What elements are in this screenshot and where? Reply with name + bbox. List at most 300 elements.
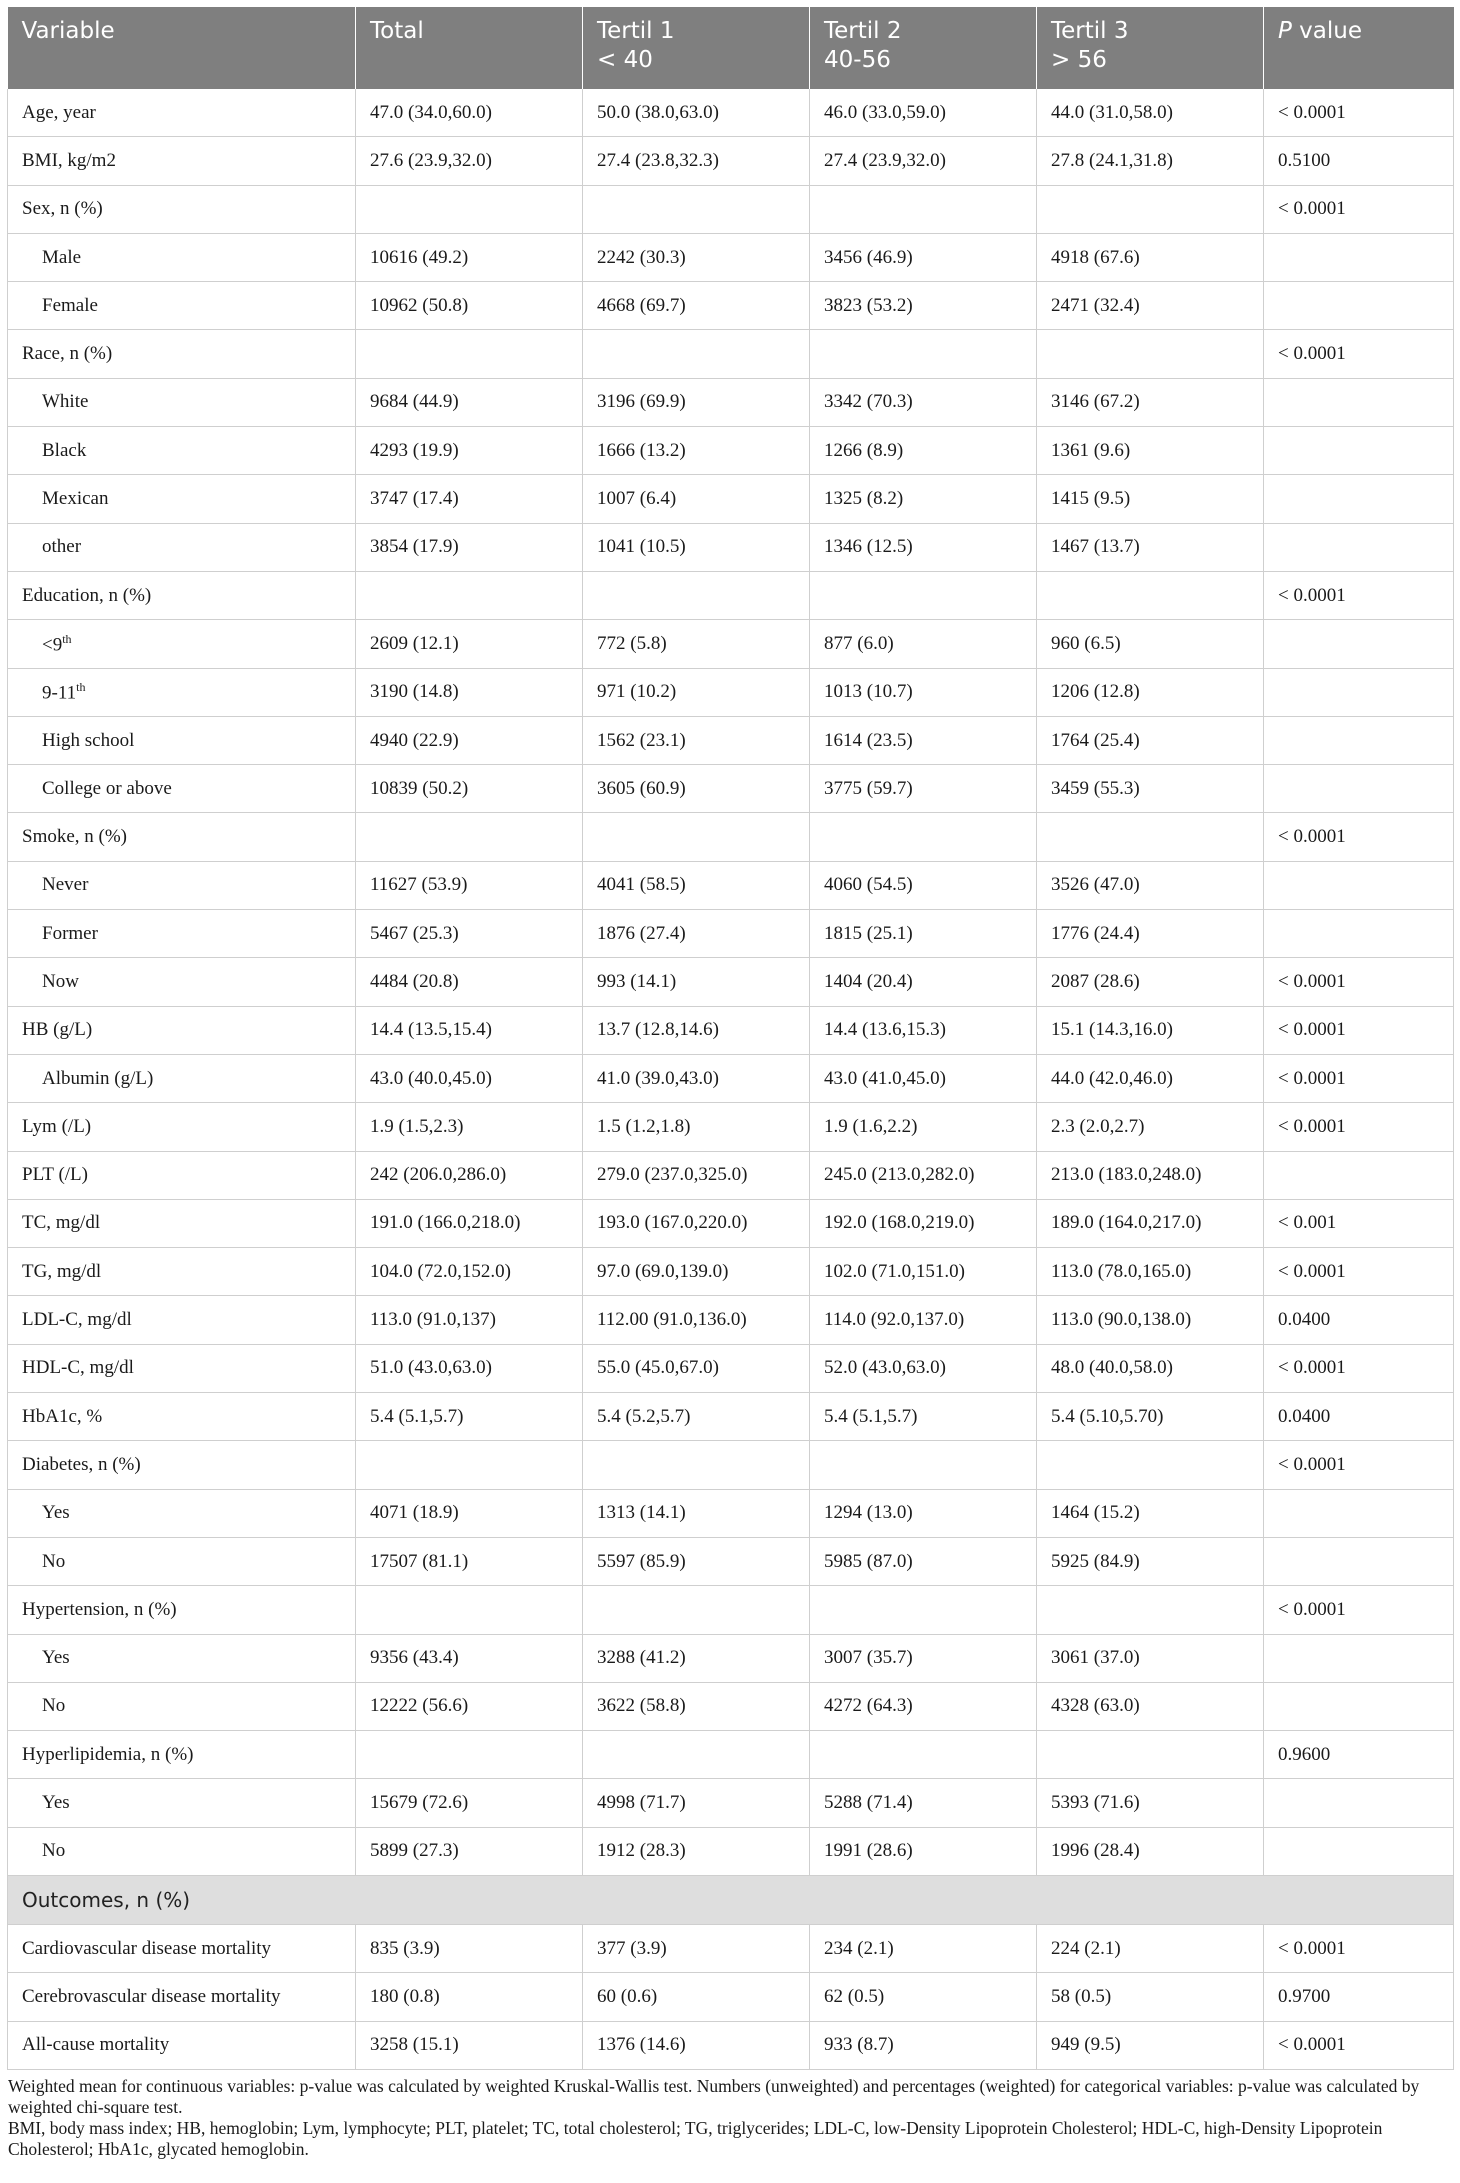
variable-label: Cerebrovascular disease mortality	[22, 1985, 281, 2007]
cell-tertil-3: 48.0 (40.0,58.0)	[1037, 1344, 1264, 1392]
cell-p-value	[1264, 378, 1454, 426]
cell-total	[356, 813, 583, 861]
cell-tertil-1: 971 (10.2)	[583, 668, 810, 716]
cell-total: 9356 (43.4)	[356, 1634, 583, 1682]
cell-variable	[8, 427, 356, 475]
cell-tertil-3: 1467 (13.7)	[1037, 523, 1264, 571]
cell-tertil-1: 50.0 (38.0,63.0)	[583, 89, 810, 137]
cell-tertil-3: 1996 (28.4)	[1037, 1827, 1264, 1875]
cell-p-value: < 0.001	[1264, 1199, 1454, 1247]
cell-variable	[8, 1248, 356, 1296]
cell-total: 5467 (25.3)	[356, 910, 583, 958]
cell-variable	[8, 1924, 356, 1972]
cell-tertil-3: 2087 (28.6)	[1037, 958, 1264, 1006]
cell-tertil-2	[810, 1441, 1037, 1489]
table-row	[8, 571, 1454, 619]
variable-label: Albumin (g/L)	[42, 1067, 154, 1089]
variable-label: College or above	[42, 777, 172, 799]
variable-label: HbA1c, %	[22, 1405, 103, 1427]
cell-tertil-2	[810, 813, 1037, 861]
cell-tertil-1	[583, 185, 810, 233]
cell-total: 1.9 (1.5,2.3)	[356, 1103, 583, 1151]
cell-total	[356, 185, 583, 233]
variable-label: Black	[42, 439, 87, 461]
header-tertil-2: Tertil 2 40-56	[810, 7, 1037, 89]
cell-tertil-1: 3622 (58.8)	[583, 1682, 810, 1730]
cell-total: 3854 (17.9)	[356, 523, 583, 571]
cell-total: 4293 (19.9)	[356, 427, 583, 475]
cell-p-value: 0.0400	[1264, 1393, 1454, 1441]
variable-label: Education, n (%)	[22, 584, 152, 606]
cell-total: 5899 (27.3)	[356, 1827, 583, 1875]
cell-total	[356, 571, 583, 619]
cell-tertil-3: 3061 (37.0)	[1037, 1634, 1264, 1682]
cell-tertil-1: 1876 (27.4)	[583, 910, 810, 958]
cell-tertil-1: 1.5 (1.2,1.8)	[583, 1103, 810, 1151]
cell-variable	[8, 330, 356, 378]
cell-p-value: < 0.0001	[1264, 330, 1454, 378]
table-row	[8, 765, 1454, 813]
cell-tertil-1: 55.0 (45.0,67.0)	[583, 1344, 810, 1392]
cell-total: 47.0 (34.0,60.0)	[356, 89, 583, 137]
cell-variable	[8, 861, 356, 909]
cell-p-value: < 0.0001	[1264, 185, 1454, 233]
table-row	[8, 1779, 1454, 1827]
cell-p-value	[1264, 1634, 1454, 1682]
cell-tertil-1: 41.0 (39.0,43.0)	[583, 1054, 810, 1102]
cell-tertil-3: 224 (2.1)	[1037, 1924, 1264, 1972]
cell-p-value: < 0.0001	[1264, 1103, 1454, 1151]
variable-label: Diabetes, n (%)	[22, 1453, 141, 1475]
cell-tertil-1	[583, 330, 810, 378]
cell-tertil-2: 1013 (10.7)	[810, 668, 1037, 716]
cell-tertil-3: 189.0 (164.0,217.0)	[1037, 1199, 1264, 1247]
table-row	[8, 1054, 1454, 1102]
cell-tertil-3: 44.0 (31.0,58.0)	[1037, 89, 1264, 137]
table-row	[8, 475, 1454, 523]
cell-tertil-1: 1666 (13.2)	[583, 427, 810, 475]
cell-p-value	[1264, 668, 1454, 716]
cell-tertil-3: 58 (0.5)	[1037, 1973, 1264, 2021]
cell-p-value	[1264, 910, 1454, 958]
cell-total: 5.4 (5.1,5.7)	[356, 1393, 583, 1441]
cell-tertil-1: 2242 (30.3)	[583, 233, 810, 281]
table-container	[7, 7, 1453, 2160]
cell-tertil-1: 97.0 (69.0,139.0)	[583, 1248, 810, 1296]
cell-tertil-2: 4060 (54.5)	[810, 861, 1037, 909]
cell-total: 9684 (44.9)	[356, 378, 583, 426]
table-row	[8, 668, 1454, 716]
variable-label: PLT (/L)	[22, 1164, 88, 1186]
cell-tertil-3: 5.4 (5.10,5.70)	[1037, 1393, 1264, 1441]
cell-p-value: < 0.0001	[1264, 1054, 1454, 1102]
table-row	[8, 910, 1454, 958]
cell-tertil-3	[1037, 813, 1264, 861]
cell-p-value: < 0.0001	[1264, 89, 1454, 137]
variable-label: Yes	[42, 1792, 70, 1814]
variable-label: HB (g/L)	[22, 1019, 93, 1041]
cell-tertil-3: 3526 (47.0)	[1037, 861, 1264, 909]
cell-variable	[8, 1006, 356, 1054]
cell-total: 15679 (72.6)	[356, 1779, 583, 1827]
variable-label: TC, mg/dl	[22, 1212, 101, 1234]
cell-tertil-2: 1346 (12.5)	[810, 523, 1037, 571]
cell-variable	[8, 1441, 356, 1489]
cell-tertil-1	[583, 1586, 810, 1634]
cell-p-value: < 0.0001	[1264, 813, 1454, 861]
header-p-value: P value	[1264, 7, 1454, 89]
table-row	[8, 89, 1454, 137]
cell-tertil-3: 3146 (67.2)	[1037, 378, 1264, 426]
cell-total: 104.0 (72.0,152.0)	[356, 1248, 583, 1296]
variable-label: HDL-C, mg/dl	[22, 1357, 134, 1379]
cell-tertil-3: 2471 (32.4)	[1037, 282, 1264, 330]
variable-label: Smoke, n (%)	[22, 826, 128, 848]
table-row	[8, 1973, 1454, 2021]
table-row	[8, 330, 1454, 378]
cell-p-value	[1264, 716, 1454, 764]
cell-total: 27.6 (23.9,32.0)	[356, 137, 583, 185]
variable-label: Sex, n (%)	[22, 198, 103, 220]
cell-tertil-3: 4328 (63.0)	[1037, 1682, 1264, 1730]
header-tertil-1: Tertil 1 < 40	[583, 7, 810, 89]
cell-total: 51.0 (43.0,63.0)	[356, 1344, 583, 1392]
variable-label: Hypertension, n (%)	[22, 1598, 177, 1620]
variable-label: TG, mg/dl	[22, 1260, 102, 1282]
cell-tertil-1	[583, 1441, 810, 1489]
cell-tertil-1: 1007 (6.4)	[583, 475, 810, 523]
cell-tertil-1: 1041 (10.5)	[583, 523, 810, 571]
table-row	[8, 1537, 1454, 1585]
cell-variable	[8, 1296, 356, 1344]
variable-label: Never	[42, 874, 89, 896]
cell-p-value: < 0.0001	[1264, 1006, 1454, 1054]
cell-total: 12222 (56.6)	[356, 1682, 583, 1730]
cell-total: 191.0 (166.0,218.0)	[356, 1199, 583, 1247]
cell-variable	[8, 475, 356, 523]
cell-variable	[8, 378, 356, 426]
variable-label: Mexican	[42, 488, 109, 510]
cell-variable	[8, 1344, 356, 1392]
cell-variable	[8, 1151, 356, 1199]
cell-tertil-3: 44.0 (42.0,46.0)	[1037, 1054, 1264, 1102]
cell-variable	[8, 1779, 356, 1827]
cell-total: 10962 (50.8)	[356, 282, 583, 330]
variable-label: <9	[42, 634, 63, 656]
cell-tertil-2: 5.4 (5.1,5.7)	[810, 1393, 1037, 1441]
cell-tertil-2	[810, 1731, 1037, 1779]
cell-total: 14.4 (13.5,15.4)	[356, 1006, 583, 1054]
cell-tertil-2: 114.0 (92.0,137.0)	[810, 1296, 1037, 1344]
baseline-characteristics-table	[7, 7, 1454, 2070]
cell-variable	[8, 958, 356, 1006]
cell-tertil-1: 193.0 (167.0,220.0)	[583, 1199, 810, 1247]
cell-tertil-3: 15.1 (14.3,16.0)	[1037, 1006, 1264, 1054]
cell-p-value: 0.0400	[1264, 1296, 1454, 1344]
cell-tertil-3: 1776 (24.4)	[1037, 910, 1264, 958]
cell-p-value	[1264, 861, 1454, 909]
cell-p-value: < 0.0001	[1264, 958, 1454, 1006]
cell-variable	[8, 233, 356, 281]
cell-p-value: < 0.0001	[1264, 1441, 1454, 1489]
cell-variable	[8, 1054, 356, 1102]
cell-variable	[8, 910, 356, 958]
ordinal-superscript: th	[62, 631, 72, 646]
variable-label: High school	[42, 729, 135, 751]
table-row	[8, 282, 1454, 330]
cell-tertil-1: 4668 (69.7)	[583, 282, 810, 330]
table-row	[8, 1151, 1454, 1199]
cell-total: 180 (0.8)	[356, 1973, 583, 2021]
variable-label: LDL-C, mg/dl	[22, 1309, 132, 1331]
cell-tertil-1	[583, 1731, 810, 1779]
cell-tertil-2	[810, 1586, 1037, 1634]
table-row	[8, 378, 1454, 426]
cell-p-value	[1264, 1682, 1454, 1730]
cell-tertil-2: 3823 (53.2)	[810, 282, 1037, 330]
cell-tertil-1: 3196 (69.9)	[583, 378, 810, 426]
cell-tertil-2	[810, 571, 1037, 619]
variable-label: other	[42, 536, 82, 558]
ordinal-superscript: th	[76, 680, 86, 695]
cell-variable	[8, 282, 356, 330]
cell-tertil-1: 1376 (14.6)	[583, 2021, 810, 2069]
cell-p-value: < 0.0001	[1264, 1344, 1454, 1392]
cell-tertil-2: 1266 (8.9)	[810, 427, 1037, 475]
cell-p-value	[1264, 233, 1454, 281]
table-row	[8, 1682, 1454, 1730]
cell-tertil-2	[810, 330, 1037, 378]
cell-tertil-2: 877 (6.0)	[810, 620, 1037, 668]
table-row	[8, 137, 1454, 185]
cell-total: 11627 (53.9)	[356, 861, 583, 909]
cell-tertil-3: 1206 (12.8)	[1037, 668, 1264, 716]
cell-tertil-2: 43.0 (41.0,45.0)	[810, 1054, 1037, 1102]
cell-p-value	[1264, 1827, 1454, 1875]
cell-tertil-1: 1313 (14.1)	[583, 1489, 810, 1537]
cell-tertil-2: 62 (0.5)	[810, 1973, 1037, 2021]
cell-tertil-3: 4918 (67.6)	[1037, 233, 1264, 281]
table-row	[8, 523, 1454, 571]
cell-total: 17507 (81.1)	[356, 1537, 583, 1585]
variable-label: Male	[42, 246, 82, 268]
cell-total: 3258 (15.1)	[356, 2021, 583, 2069]
cell-tertil-3: 1415 (9.5)	[1037, 475, 1264, 523]
cell-total	[356, 330, 583, 378]
cell-p-value	[1264, 1537, 1454, 1585]
cell-tertil-3: 960 (6.5)	[1037, 620, 1264, 668]
cell-tertil-1: 1912 (28.3)	[583, 1827, 810, 1875]
table-row	[8, 233, 1454, 281]
cell-p-value	[1264, 765, 1454, 813]
cell-total: 43.0 (40.0,45.0)	[356, 1054, 583, 1102]
cell-total: 242 (206.0,286.0)	[356, 1151, 583, 1199]
cell-tertil-2: 1.9 (1.6,2.2)	[810, 1103, 1037, 1151]
table-row	[8, 958, 1454, 1006]
footnote-abbreviations: BMI, body mass index; HB, hemoglobin; Lym, lymphocyte; PLT, platelet; TC, total cholesterol; TG, triglycerides; LDL-C, low-Density Lipoprotein Cholesterol; HDL-C, high-Density Lipoprotein Cholesterol; HbA1c, glycated hemoglobin.	[8, 2117, 1383, 2159]
cell-p-value	[1264, 1489, 1454, 1537]
cell-tertil-1: 3288 (41.2)	[583, 1634, 810, 1682]
variable-label: Age, year	[22, 101, 96, 123]
cell-tertil-2: 933 (8.7)	[810, 2021, 1037, 2069]
cell-tertil-2: 1325 (8.2)	[810, 475, 1037, 523]
cell-tertil-3: 1764 (25.4)	[1037, 716, 1264, 764]
cell-tertil-2: 1404 (20.4)	[810, 958, 1037, 1006]
cell-variable	[8, 1537, 356, 1585]
cell-tertil-1: 5.4 (5.2,5.7)	[583, 1393, 810, 1441]
cell-total: 3190 (14.8)	[356, 668, 583, 716]
cell-tertil-2: 102.0 (71.0,151.0)	[810, 1248, 1037, 1296]
table-row	[8, 1827, 1454, 1875]
cell-total: 10839 (50.2)	[356, 765, 583, 813]
cell-tertil-2: 234 (2.1)	[810, 1924, 1037, 1972]
cell-variable	[8, 1827, 356, 1875]
cell-tertil-3: 213.0 (183.0,248.0)	[1037, 1151, 1264, 1199]
cell-p-value: < 0.0001	[1264, 571, 1454, 619]
header-row	[8, 7, 1454, 89]
cell-tertil-2: 3342 (70.3)	[810, 378, 1037, 426]
cell-p-value: < 0.0001	[1264, 1248, 1454, 1296]
cell-tertil-3: 27.8 (24.1,31.8)	[1037, 137, 1264, 185]
variable-label: No	[42, 1550, 66, 1572]
cell-tertil-3	[1037, 185, 1264, 233]
cell-total: 835 (3.9)	[356, 1924, 583, 1972]
cell-variable	[8, 2021, 356, 2069]
cell-tertil-2: 52.0 (43.0,63.0)	[810, 1344, 1037, 1392]
cell-variable	[8, 1489, 356, 1537]
table-row	[8, 185, 1454, 233]
variable-label: Yes	[42, 1502, 70, 1524]
table-row	[8, 861, 1454, 909]
table-row	[8, 1344, 1454, 1392]
variable-label: 9-11	[42, 682, 77, 704]
cell-tertil-1: 13.7 (12.8,14.6)	[583, 1006, 810, 1054]
cell-tertil-3	[1037, 1441, 1264, 1489]
cell-variable	[8, 1103, 356, 1151]
cell-tertil-2: 192.0 (168.0,219.0)	[810, 1199, 1037, 1247]
table-row	[8, 813, 1454, 861]
cell-tertil-3: 5925 (84.9)	[1037, 1537, 1264, 1585]
cell-variable	[8, 1634, 356, 1682]
cell-variable	[8, 571, 356, 619]
table-row	[8, 427, 1454, 475]
cell-tertil-2: 4272 (64.3)	[810, 1682, 1037, 1730]
variable-label: Lym (/L)	[22, 1115, 92, 1137]
cell-tertil-2: 3456 (46.9)	[810, 233, 1037, 281]
cell-tertil-1: 279.0 (237.0,325.0)	[583, 1151, 810, 1199]
cell-tertil-1: 27.4 (23.8,32.3)	[583, 137, 810, 185]
variable-label: Cardiovascular disease mortality	[22, 1937, 272, 1959]
cell-variable	[8, 620, 356, 668]
table-row	[8, 1296, 1454, 1344]
variable-label: Former	[42, 922, 98, 944]
cell-p-value	[1264, 282, 1454, 330]
table-row	[8, 620, 1454, 668]
cell-tertil-3	[1037, 571, 1264, 619]
cell-tertil-3	[1037, 1731, 1264, 1779]
cell-tertil-3	[1037, 1586, 1264, 1634]
cell-tertil-3: 113.0 (78.0,165.0)	[1037, 1248, 1264, 1296]
cell-variable	[8, 765, 356, 813]
table-row	[8, 1441, 1454, 1489]
cell-tertil-1: 4041 (58.5)	[583, 861, 810, 909]
cell-tertil-2: 3007 (35.7)	[810, 1634, 1037, 1682]
variable-label: Race, n (%)	[22, 343, 113, 365]
variable-label: Hyperlipidemia, n (%)	[22, 1743, 194, 1765]
table-body	[8, 89, 1454, 2069]
cell-tertil-1: 3605 (60.9)	[583, 765, 810, 813]
cell-total	[356, 1586, 583, 1634]
cell-variable	[8, 716, 356, 764]
variable-label: No	[42, 1695, 66, 1717]
variable-label: Yes	[42, 1647, 70, 1669]
variable-label: White	[42, 391, 89, 413]
cell-variable	[8, 1731, 356, 1779]
cell-p-value	[1264, 1151, 1454, 1199]
variable-label: No	[42, 1840, 66, 1862]
cell-variable	[8, 813, 356, 861]
cell-variable	[8, 1393, 356, 1441]
section-title: Outcomes, n (%)	[8, 1875, 1454, 1924]
cell-tertil-1: 4998 (71.7)	[583, 1779, 810, 1827]
cell-tertil-3	[1037, 330, 1264, 378]
cell-total: 10616 (49.2)	[356, 233, 583, 281]
cell-total: 113.0 (91.0,137)	[356, 1296, 583, 1344]
cell-tertil-3: 5393 (71.6)	[1037, 1779, 1264, 1827]
cell-tertil-2: 1815 (25.1)	[810, 910, 1037, 958]
cell-tertil-2: 1991 (28.6)	[810, 1827, 1037, 1875]
variable-label: All-cause mortality	[22, 2034, 170, 2056]
cell-tertil-3: 2.3 (2.0,2.7)	[1037, 1103, 1264, 1151]
cell-tertil-1: 60 (0.6)	[583, 1973, 810, 2021]
cell-p-value: < 0.0001	[1264, 1924, 1454, 1972]
cell-variable	[8, 1682, 356, 1730]
cell-p-value: < 0.0001	[1264, 1586, 1454, 1634]
section-row	[8, 1875, 1454, 1924]
cell-variable	[8, 185, 356, 233]
cell-variable	[8, 89, 356, 137]
header-variable: Variable	[8, 7, 356, 89]
table-row	[8, 1731, 1454, 1779]
cell-total: 2609 (12.1)	[356, 620, 583, 668]
table-row	[8, 1393, 1454, 1441]
cell-tertil-2: 5985 (87.0)	[810, 1537, 1037, 1585]
cell-tertil-2	[810, 185, 1037, 233]
cell-variable	[8, 668, 356, 716]
cell-p-value	[1264, 1779, 1454, 1827]
cell-p-value	[1264, 475, 1454, 523]
cell-total: 3747 (17.4)	[356, 475, 583, 523]
cell-p-value: 0.9700	[1264, 1973, 1454, 2021]
cell-p-value: 0.9600	[1264, 1731, 1454, 1779]
cell-total	[356, 1441, 583, 1489]
cell-p-value: 0.5100	[1264, 137, 1454, 185]
table-row	[8, 1103, 1454, 1151]
cell-p-value: < 0.0001	[1264, 2021, 1454, 2069]
cell-total: 4071 (18.9)	[356, 1489, 583, 1537]
cell-tertil-1: 377 (3.9)	[583, 1924, 810, 1972]
variable-label: BMI, kg/m2	[22, 149, 116, 171]
cell-tertil-2: 5288 (71.4)	[810, 1779, 1037, 1827]
cell-tertil-3: 3459 (55.3)	[1037, 765, 1264, 813]
cell-tertil-3: 1464 (15.2)	[1037, 1489, 1264, 1537]
cell-tertil-1	[583, 813, 810, 861]
cell-tertil-1: 993 (14.1)	[583, 958, 810, 1006]
cell-tertil-2: 1294 (13.0)	[810, 1489, 1037, 1537]
cell-tertil-1: 1562 (23.1)	[583, 716, 810, 764]
cell-tertil-1: 112.00 (91.0,136.0)	[583, 1296, 810, 1344]
table-row	[8, 1634, 1454, 1682]
